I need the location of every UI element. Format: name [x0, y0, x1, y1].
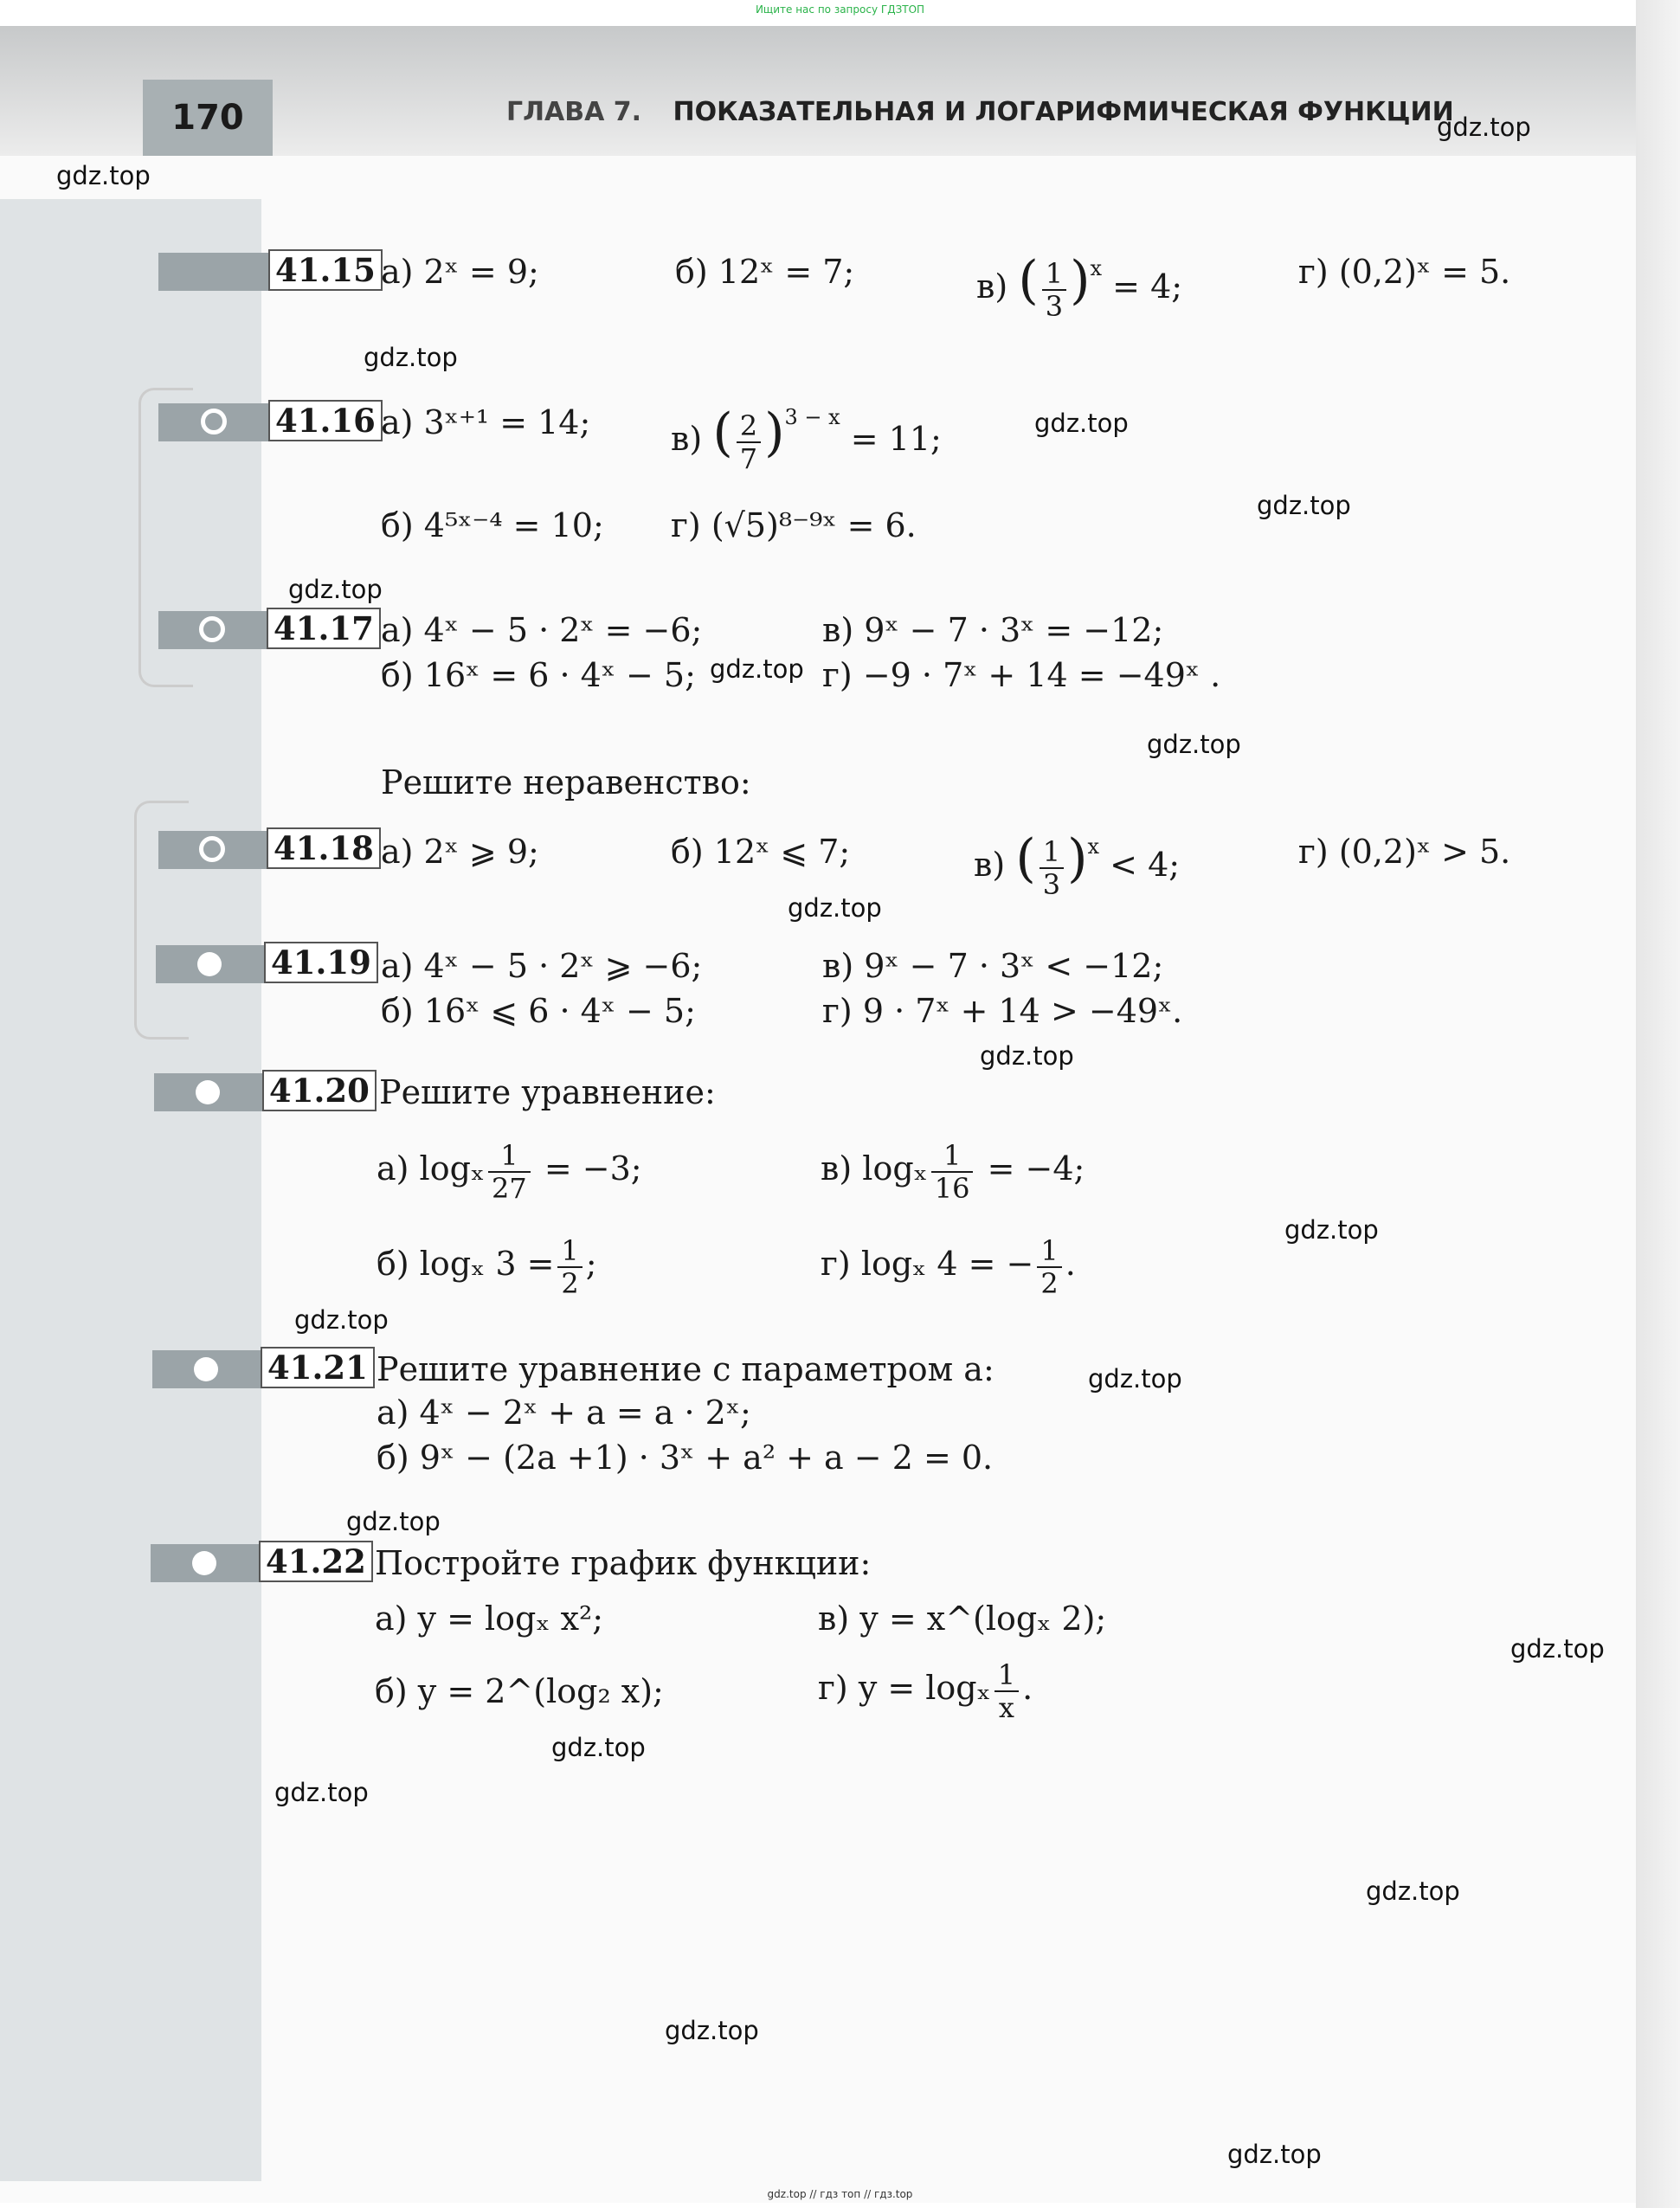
problem-heading: Постройте график функции:	[375, 1544, 872, 1582]
problem-part-v: в) y = x^(logₓ 2);	[818, 1600, 1107, 1638]
problem-part-v: в) ( $\frac{2}{7}$ )$^{3 - x}$ = 11;	[671, 402, 942, 475]
problem-part-v: в) ( $\frac{1}{3}$ )$^x$ < 4;	[974, 828, 1181, 901]
dot-marker-icon	[197, 952, 222, 976]
dot-marker-icon	[192, 1551, 216, 1575]
top-note: Ищите нас по запросу ГДЗТОП	[755, 3, 925, 16]
problem-part-b: б) 12ˣ ⩽ 7;	[671, 833, 851, 871]
watermark: gdz.top	[346, 1507, 441, 1536]
watermark: gdz.top	[1510, 1634, 1605, 1664]
watermark: gdz.top	[294, 1305, 389, 1335]
problem-part-a: а) 4ˣ − 2ˣ + a = a · 2ˣ;	[377, 1394, 751, 1432]
watermark: gdz.top	[1366, 1876, 1460, 1906]
problem-part-g: г) 9 · 7ˣ + 14 > −49ˣ.	[822, 992, 1183, 1030]
problem-number: 41.21	[261, 1347, 375, 1388]
watermark: gdz.top	[1437, 113, 1531, 142]
problem-part-a: а) 4ˣ − 5 · 2ˣ = −6;	[381, 611, 703, 649]
problem-part-b: б) 16ˣ ⩽ 6 · 4ˣ − 5;	[381, 992, 696, 1030]
problem-part-b: б) 16ˣ = 6 · 4ˣ − 5;	[381, 656, 696, 694]
circle-marker-icon	[199, 836, 225, 862]
problem-part-v: в) 9ˣ − 7 · 3ˣ < −12;	[822, 947, 1164, 985]
fraction: $\frac{1}{x}$	[994, 1659, 1019, 1723]
watermark: gdz.top	[1088, 1364, 1182, 1394]
problem-part-a: а) 3ˣ⁺¹ = 14;	[381, 403, 591, 441]
problem-heading: Решите уравнение с параметром a:	[377, 1350, 994, 1388]
problem-part-v: в) 9ˣ − 7 · 3ˣ = −12;	[822, 611, 1164, 649]
dot-marker-icon	[194, 1357, 218, 1381]
chapter-heading	[506, 97, 1454, 127]
problem-number: 41.15	[268, 249, 383, 291]
problem-part-b: б) 12ˣ = 7;	[675, 253, 855, 291]
problem-part-a: а) 2ˣ = 9;	[381, 253, 539, 291]
fraction: $\frac{2}{7}$	[737, 410, 761, 474]
watermark: gdz.top	[551, 1733, 646, 1762]
problem-part-b: б) logₓ 3 = $\frac{1}{2}$ ;	[377, 1233, 597, 1300]
circle-marker-icon	[201, 409, 227, 435]
problem-part-b: б) 4⁵ˣ⁻⁴ = 10;	[381, 506, 604, 544]
fraction: $\frac{1}{2}$	[1037, 1235, 1061, 1299]
problem-part-g: г) (0,2)ˣ = 5.	[1298, 253, 1511, 291]
fraction: $\frac{1}{2}$	[557, 1235, 582, 1299]
watermark: gdz.top	[1147, 730, 1241, 759]
chapter-title: ПОКАЗАТЕЛЬНАЯ И ЛОГАРИФМИЧЕСКАЯ ФУНКЦИИ	[673, 97, 1454, 127]
watermark: gdz.top	[1034, 409, 1129, 438]
problem-part-a: а) y = logₓ x²;	[375, 1600, 604, 1638]
watermark: gdz.top	[56, 161, 151, 190]
problem-heading: Решите уравнение:	[379, 1073, 716, 1111]
fraction: $\frac{1}{27}$	[488, 1140, 531, 1204]
problem-part-v: в) ( $\frac{1}{3}$ )$^x$ = 4;	[976, 250, 1183, 323]
problem-number: 41.16	[268, 400, 383, 441]
problem-part-v: в) logₓ $\frac{1}{16}$ = −4;	[821, 1138, 1085, 1205]
watermark: gdz.top	[274, 1778, 369, 1807]
watermark: gdz.top	[364, 343, 458, 372]
watermark: gdz.top	[710, 654, 804, 684]
problem-part-g: г) −9 · 7ˣ + 14 = −49ˣ .	[822, 656, 1221, 694]
watermark: gdz.top	[1257, 491, 1351, 520]
part-label: в)	[976, 267, 1008, 306]
problem-number: 41.22	[259, 1541, 373, 1582]
problem-part-a: а) 4ˣ − 5 · 2ˣ ⩾ −6;	[381, 947, 703, 985]
problem-part-b: б) 9ˣ − (2a +1) · 3ˣ + a² + a − 2 = 0.	[377, 1439, 994, 1477]
dot-marker-icon	[196, 1080, 220, 1104]
watermark: gdz.top	[1227, 2140, 1322, 2169]
problem-number: 41.20	[262, 1070, 377, 1111]
section-heading: Решите неравенство:	[381, 763, 751, 801]
bottom-note: gdz.top // гдз топ // гдз.top	[767, 2188, 913, 2200]
problem-part-b: б) y = 2^(log₂ x);	[375, 1672, 664, 1710]
watermark: gdz.top	[1284, 1215, 1379, 1245]
problem-number: 41.18	[267, 827, 381, 869]
problem-part-a: а) logₓ $\frac{1}{27}$ = −3;	[377, 1138, 642, 1205]
problem-part-g: г) y = logₓ $\frac{1}{x}$ .	[818, 1658, 1033, 1724]
fraction: $\frac{1}{16}$	[931, 1140, 974, 1204]
problem-part-g: г) (√5)⁸⁻⁹ˣ = 6.	[671, 506, 917, 544]
fraction: $\frac{1}{3}$	[1042, 258, 1066, 322]
circle-marker-icon	[199, 616, 225, 642]
watermark: gdz.top	[788, 893, 882, 923]
problem-part-g: г) (0,2)ˣ > 5.	[1298, 833, 1511, 871]
chapter-label: ГЛАВА 7.	[506, 97, 642, 127]
problem-number: 41.17	[267, 608, 381, 649]
fraction: $\frac{1}{3}$	[1040, 836, 1064, 900]
page-number: 170	[143, 80, 273, 156]
watermark: gdz.top	[980, 1041, 1074, 1071]
watermark: gdz.top	[288, 575, 383, 604]
left-margin-strip	[0, 199, 261, 2181]
problem-part-a: а) 2ˣ ⩾ 9;	[381, 833, 539, 871]
problem-number: 41.19	[264, 942, 378, 983]
problem-part-g: г) logₓ 4 = − $\frac{1}{2}$ .	[821, 1233, 1076, 1300]
page-edge-shadow	[1636, 0, 1680, 2208]
watermark: gdz.top	[665, 2016, 759, 2045]
